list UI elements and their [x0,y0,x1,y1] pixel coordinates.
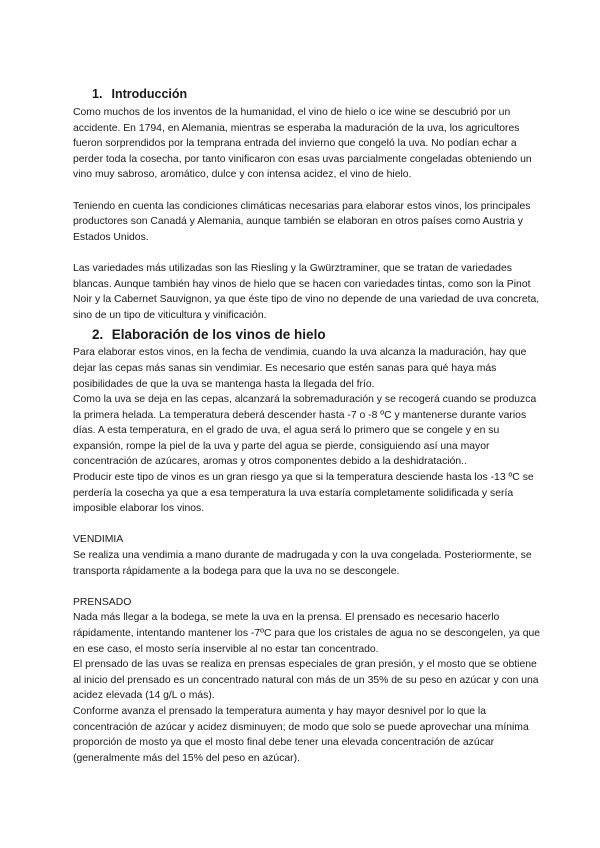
paragraph: Conforme avanza el prensado la temperatura aumenta y hay mayor desnivel por lo que la concentración de azúcar y acidez disminuyen; de modo que solo se puede aprovechar una mínima proporción de mosto ya que el mosto final debe tener una elevada concentración de azúcar (generalmente más del 15% del peso en azúcar). [73,705,529,764]
section-title: Elaboración de los vinos de hielo [111,327,326,343]
section-heading-elaboracion [92,327,542,343]
section-heading-introduccion [92,86,542,102]
paragraph: Producir este tipo de vinos es un gran riesgo ya que si la temperatura desciende hasta los -13 ºC se perdería la cosecha ya que a esa temperatura la uva estaría completamente solidificada y sería imposible elaborar los vinos. [73,472,534,515]
section-number: 1. [92,87,103,101]
paragraph: Teniendo en cuenta las condiciones climáticas necesarias para elaborar estos vinos, los principales productores son Canadá y Alemania, aunque también se elaboran en otros países como Austria y Estados Unidos. [73,200,531,243]
paragraph: Como muchos de los inventos de la humanidad, el vino de hielo o ice wine se descubrió por un accidente. En 1794, en Alemania, mientras se esperaba la maduración de la uva, los agricultores fueron sorprendidos por la temprana entrada del invierno que congeló la uva. No podían echar a perder toda la cosecha, por tanto vinificaron con esas uvas parcialmente congeladas obteniendo un vino muy sabroso, aromático, dulce y con intensa acidez, el vino de hielo. [73,107,532,181]
section-title: Introducción [111,87,188,101]
paragraph: Se realiza una vendimia a mano durante de madrugada y con la uva congelada. Posteriormente, se transporta rápidamente a la bodega para que la uva no se descongele. [73,550,532,577]
paragraph: Para elaborar estos vinos, en la fecha de vendimia, cuando la uva alcanza la maduración, hay que dejar las cepas más sanas sin vendimiar. Es necesario que estén sanas para qué haya más posibilidades de que la uva se mantenga hasta la llegada del frío. [73,347,527,390]
section-number: 2. [92,327,104,343]
paragraph: El prensado de las uvas se realiza en prensas especiales de gran presión, y el mosto que se obtiene al inicio del prensado es un concentrado natural con más de un 35% de su peso en azúcar y con una acidez elevada (14 g/L o más). [73,659,539,702]
paragraph: Nada más llegar a la bodega, se mete la uva en la prensa. El prensado es necesario hacerlo rápidamente, intentando mantener los -7ºC para que los cristales de agua no se descongelen, ya que en ese caso, el mosto sería inservible al no estar tan concentrado. [73,612,541,655]
paragraph: Las variedades más utilizadas son las Riesling y la Gwürztraminer, que se tratan de variedades blancas. Aunque también hay vinos de hielo que se hacen con variedades tintas, como son la Pinot Noir y la Cabernet Sauvignon, ya que éste tipo de vino no depende de una variedad de uva concreta, sino de un tipo de viticultura y vinificación. [73,262,540,321]
subheading-vendimia: VENDIMIA [73,534,124,546]
paragraph: Como la uva se deja en las cepas, alcanzará la sobremaduración y se recogerá cuando se produzca la primera helada. La temperatura deberá descender hasta -7 o -8 ºC y mantenerse durante varios días. A esta temperatura, en el grado de uva, el agua será lo primero que se congele y en su expansión, rompe la piel de la uva y parte del agua se pierde, consiguiendo así una mayor concentración de azúcares, aromas y otros componentes debido a la deshidratación.. [73,394,537,468]
subheading-prensado: PRENSADO [73,596,132,608]
